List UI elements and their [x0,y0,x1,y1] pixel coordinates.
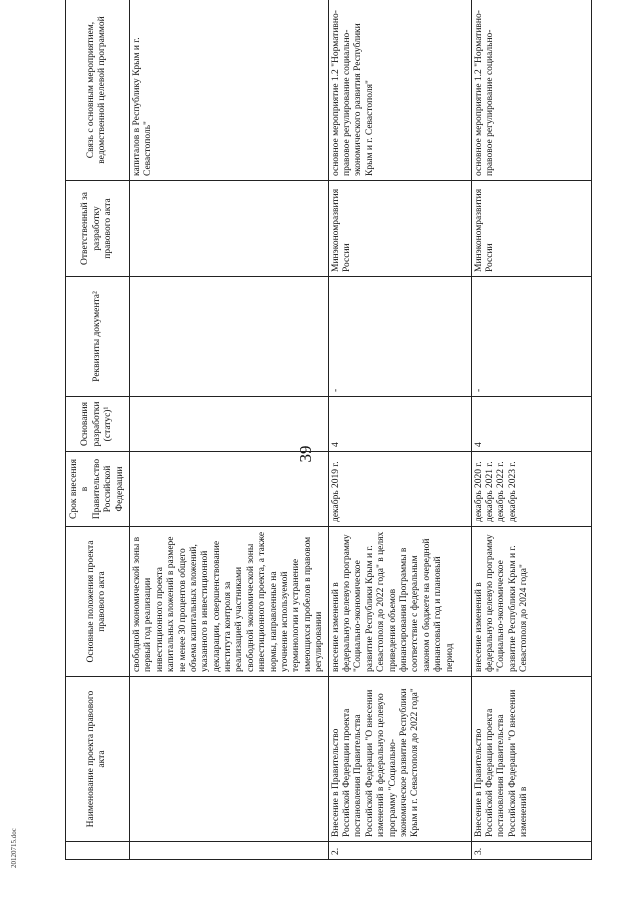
header-provisions: Основные положения проекта правового акта [66,527,130,677]
cell-basis: 4 [328,397,471,452]
cell-link: основное мероприятие 1.2 "Нормативно-правовое регулирование социально-экономического развития Республики Крым и г. Севастополя" [328,0,471,181]
cell-num [129,842,328,860]
cell-deadline [129,452,328,527]
cell-requisites: - [328,277,471,397]
table-header-row [66,0,130,860]
cell-responsible: Минэкономразвития России [471,181,591,277]
table-row [471,0,591,860]
cell-num: 3. [471,842,591,860]
cell-num: 2. [328,842,471,860]
cell-name [129,677,328,842]
header-requisites: Реквизиты документа² [66,277,130,397]
header-basis: Основания разработки (статус)¹ [66,397,130,452]
cell-requisites [129,277,328,397]
legal-acts-table [65,0,592,860]
cell-basis: 4 [471,397,591,452]
cell-provisions: внесение изменений в федеральную целевую программу "Социально-экономическое развитие Республики Крым и г. Севастополя до 2024 года" [471,527,591,677]
cell-link: капиталов в Республику Крым и г. Севастополь" [129,0,328,181]
cell-requisites: - [471,277,591,397]
cell-deadline: декабрь 2019 г. [328,452,471,527]
cell-name: Внесение в Правительство Российской Федерации проекта постановления Правительства Российской Федерации "О внесении изменений в [471,677,591,842]
header-link: Связь с основным мероприятием, ведомственной целевой программой [66,0,130,181]
document-filename: 20120715.doc [10,828,18,868]
page-number: 39 [296,445,315,463]
cell-responsible [129,181,328,277]
table-row [129,0,328,860]
rotated-table-container [65,0,620,860]
table-row [328,0,471,860]
header-name: Наименование проекта правового акта [66,677,130,842]
header-num [66,842,130,860]
cell-link: основное мероприятие 1.2 "Нормативно-правовое регулирование социально- [471,0,591,181]
cell-basis [129,397,328,452]
cell-provisions: внесение изменений в федеральную целевую программу "Социально-экономическое развитие Республики Крым и г. Севастополя до 2022 года" в целях приведения объемов финансирования Программы в соответствие с федеральным законом о бюджете на очередной финансовый год и плановый период [328,527,471,677]
cell-provisions: свободной экономической зоны в первый год реализации инвестиционного проекта капитальных вложений в размере не менее 30 процентов общего объема капитальных вложений, указанного в инвестиционной декларации, совершенствование института контроля за реализацией участниками свободной экономической зоны инвестиционного проекта, а также нормы, направленные на уточнение используемой терминологии и устранение имеющихся пробелов в правовом регулировании [129,527,328,677]
cell-deadline: декабрь 2020 г. декабрь 2021 г. декабрь 2022 г. декабрь 2023 г. [471,452,591,527]
cell-responsible: Минэкономразвития России [328,181,471,277]
cell-name: Внесение в Правительство Российской Федерации проекта постановления Правительства Российской Федерации "О внесении изменений в федеральную целевую программу "Социально-экономическое развитие Республики Крым и г. Севастополя до 2022 года" [328,677,471,842]
header-responsible: Ответственный за разработку правового акта [66,181,130,277]
header-deadline: Срок внесения в Правительство Российской Федерации [66,452,130,527]
